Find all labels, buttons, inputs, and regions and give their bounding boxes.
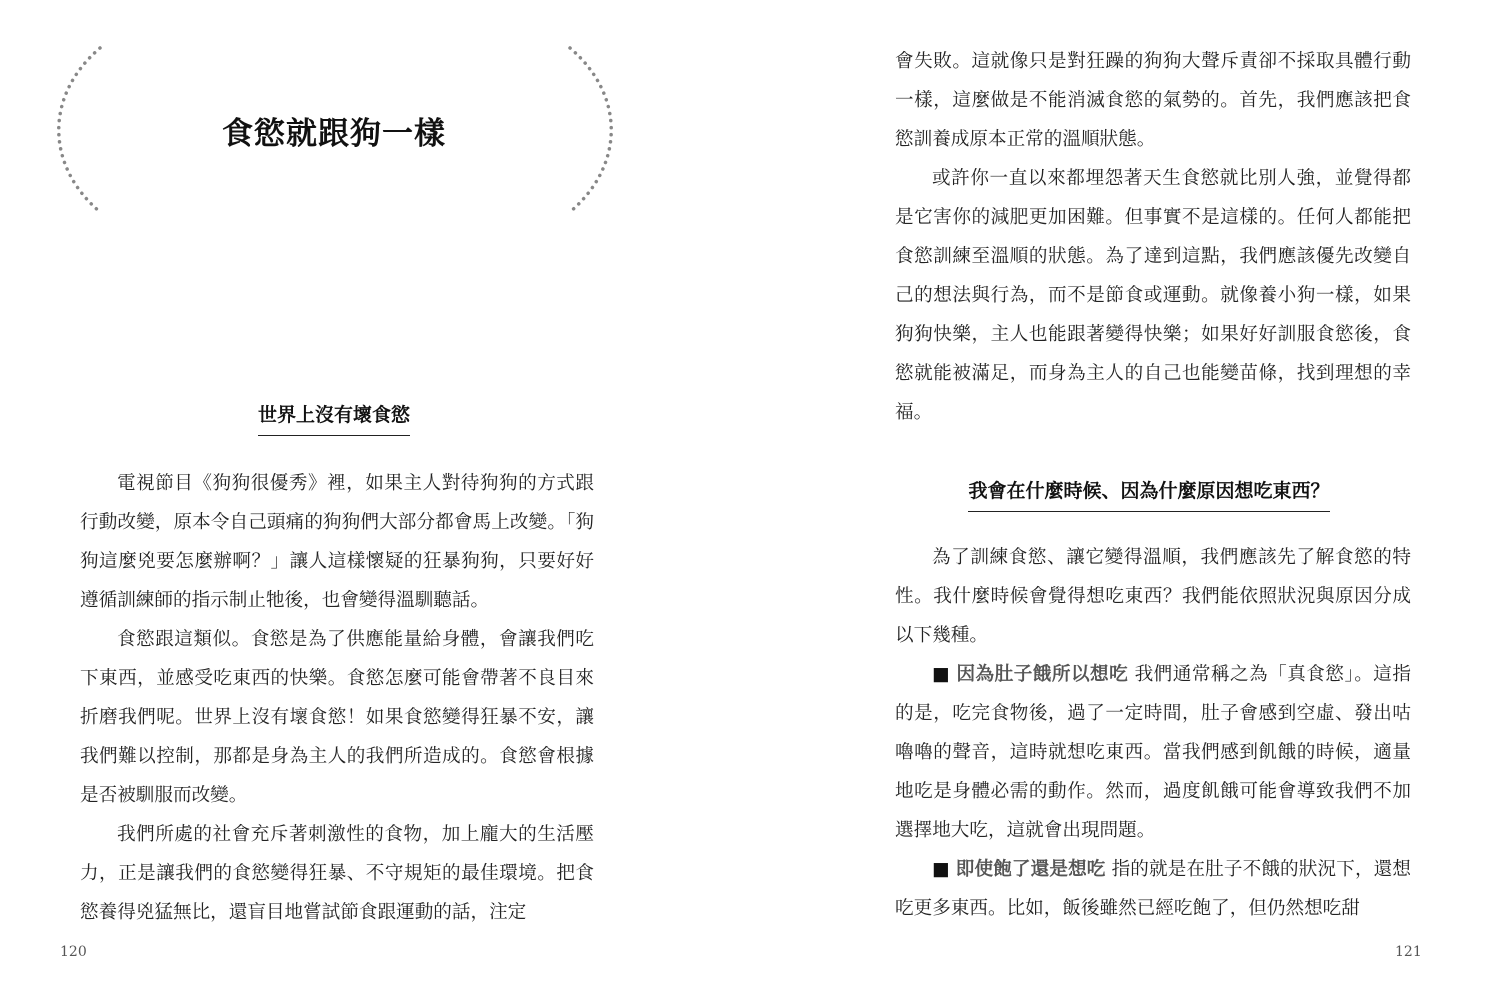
bullet-text: 指的就是在肚子不餓的狀況下，還想吃更多東西。比如，飯後雖然已經吃飽了，但仍然想吃甜 (895, 859, 1411, 919)
bullet-label: 因為肚子餓所以想吃 (956, 664, 1129, 685)
paragraph: 電視節目《狗狗很優秀》裡，如果主人對待狗狗的方式跟行動改變，原本令自己頭痛的狗狗們大部分都會馬上改變。「狗狗這麼兇要怎麼辦啊？」讓人這樣懷疑的狂暴狗狗，只要好好遵循訓練師的指示制止牠後，也會變得溫馴聽話。 (80, 473, 594, 611)
paragraph: 或許你一直以來都埋怨著天生食慾就比別人強，並覺得都是它害你的減肥更加困難。但事實不是這樣的。任何人都能把食慾訓練至溫順的狀態。為了達到這點，我們應該優先改變自己的想法與行為，而不是節食或運動。就像養小狗一樣，如果狗狗快樂，主人也能跟著變得快樂；如果好好訓服食慾後，食慾就能被滿足，而身為主人的自己也能變苗條，找到理想的幸福。 (895, 168, 1411, 423)
body-text (80, 464, 594, 932)
page-number: 121 (1395, 944, 1422, 960)
paragraph: 我們所處的社會充斥著刺激性的食物，加上龐大的生活壓力，正是讓我們的食慾變得狂暴、不守規矩的最佳環境。把食慾養得兇猛無比，還盲目地嘗試節食跟運動的話，注定 (80, 824, 594, 923)
section-heading (0, 400, 668, 436)
body-text (895, 42, 1411, 432)
chapter-title: 食慾就跟狗一樣 (222, 116, 446, 152)
paragraph: 食慾跟這類似。食慾是為了供應能量給身體，會讓我們吃下東西，並感受吃東西的快樂。食慾怎麼可能會帶著不良目來折磨我們呢。世界上沒有壞食慾！如果食慾變得狂暴不安，讓我們難以控制，那都是身為主人的我們所造成的。食慾會根據是否被馴服而改變。 (80, 629, 594, 806)
bullet-paragraph (895, 850, 1411, 928)
body-text (895, 538, 1411, 928)
bullet-text: 我們通常稱之為「真食慾」。這指的是，吃完食物後，過了一定時間，肚子會感到空虛、發出咕嚕嚕的聲音，這時就想吃東西。當我們感到飢餓的時候，適量地吃是身體必需的動作。然而，過度飢餓可能會導致我們不加選擇地大吃，這就會出現問題。 (895, 664, 1411, 841)
square-bullet-icon: ■ (932, 859, 950, 880)
paragraph: 會失敗。這就像只是對狂躁的狗狗大聲斥責卻不採取具體行動一樣，這麼做是不能消滅食慾的氣勢的。首先，我們應該把食慾訓養成原本正常的溫順狀態。 (895, 51, 1411, 150)
bullet-label: 即使飽了還是想吃 (955, 859, 1106, 880)
right-page (743, 0, 1486, 1000)
square-bullet-icon: ■ (932, 664, 951, 685)
bullet-paragraph (895, 655, 1411, 850)
section-heading (895, 476, 1403, 512)
paragraph: 為了訓練食慾、讓它變得溫順，我們應該先了解食慾的特性。我什麼時候會覺得想吃東西？我們能依照狀況與原因分成以下幾種。 (895, 547, 1411, 646)
section-heading-text: 我會在什麼時候、因為什麼原因想吃東西？ (968, 476, 1329, 512)
page-number: 120 (60, 944, 87, 960)
section-heading-text: 世界上沒有壞食慾 (258, 400, 410, 436)
